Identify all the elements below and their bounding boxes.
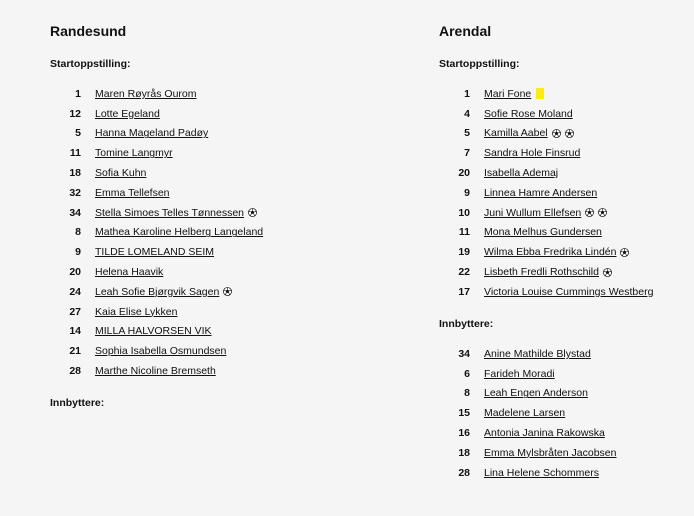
player-number: 34 bbox=[69, 206, 81, 219]
football-icon bbox=[620, 248, 629, 257]
player-number: 9 bbox=[75, 246, 81, 259]
player-name-link[interactable]: Kamilla Aabel bbox=[484, 127, 548, 140]
player-row bbox=[50, 223, 310, 243]
player-number: 18 bbox=[458, 446, 470, 459]
player-row bbox=[50, 322, 310, 342]
away-team-panel bbox=[439, 22, 689, 479]
player-name-link[interactable]: Farideh Moradi bbox=[484, 367, 555, 380]
player-name-link[interactable]: Emma Tellefsen bbox=[95, 186, 170, 199]
player-row bbox=[439, 183, 694, 203]
player-row bbox=[439, 203, 694, 223]
away-subs-list bbox=[439, 344, 694, 483]
player-number: 22 bbox=[458, 266, 470, 279]
home-lineup-list bbox=[50, 84, 310, 381]
player-row bbox=[439, 143, 694, 163]
player-number: 28 bbox=[458, 466, 470, 479]
player-name-link[interactable]: Isabella Ademaj bbox=[484, 167, 559, 180]
player-name-link[interactable]: Linnea Hamre Andersen bbox=[484, 186, 598, 199]
player-number: 7 bbox=[464, 147, 470, 160]
player-number: 16 bbox=[458, 427, 470, 440]
player-row bbox=[50, 282, 310, 302]
player-row bbox=[439, 463, 694, 483]
player-name-link[interactable]: Emma Mylsbråten Jacobsen bbox=[484, 446, 617, 459]
home-team-name: Randesund bbox=[50, 23, 127, 39]
player-name-link[interactable]: Mathea Karoline Helberg Langeland bbox=[95, 226, 264, 239]
player-name-link[interactable]: Marthe Nicoline Bremseth bbox=[95, 365, 216, 378]
player-row bbox=[439, 423, 694, 443]
player-row bbox=[439, 384, 694, 404]
player-name-link[interactable]: Tomine Langmyr bbox=[95, 147, 173, 160]
player-name-link[interactable]: Lotte Egeland bbox=[95, 107, 160, 120]
player-number: 34 bbox=[458, 347, 470, 360]
player-row bbox=[439, 163, 694, 183]
football-icon bbox=[223, 287, 232, 296]
player-row bbox=[439, 242, 694, 262]
player-number: 9 bbox=[464, 186, 470, 199]
away-team-name: Arendal bbox=[439, 23, 492, 39]
home-lineup-heading: Startoppstilling: bbox=[50, 58, 131, 70]
football-icon bbox=[598, 208, 607, 217]
player-row bbox=[439, 364, 694, 384]
player-number: 24 bbox=[69, 285, 81, 298]
player-row bbox=[50, 183, 310, 203]
player-row bbox=[50, 163, 310, 183]
player-row bbox=[439, 403, 694, 423]
player-name-link[interactable]: Juni Wullum Ellefsen bbox=[484, 206, 582, 219]
yellow-card-icon bbox=[536, 88, 544, 99]
football-icon bbox=[248, 208, 257, 217]
player-name-link[interactable]: Anine Mathilde Blystad bbox=[484, 347, 591, 360]
home-team-panel bbox=[50, 22, 300, 409]
player-row bbox=[439, 104, 694, 124]
player-number: 5 bbox=[75, 127, 81, 140]
player-row bbox=[50, 361, 310, 381]
player-number: 8 bbox=[464, 387, 470, 400]
player-row bbox=[439, 223, 694, 243]
player-name-link[interactable]: Sandra Hole Finsrud bbox=[484, 147, 581, 160]
player-row bbox=[50, 143, 310, 163]
player-number: 11 bbox=[458, 226, 470, 239]
player-row bbox=[50, 84, 310, 104]
football-icon bbox=[603, 268, 612, 277]
player-name-link[interactable]: MILLA HALVORSEN VIK bbox=[95, 325, 212, 338]
player-number: 14 bbox=[69, 325, 81, 338]
player-number: 12 bbox=[69, 107, 81, 120]
player-row bbox=[50, 242, 310, 262]
football-icon bbox=[565, 129, 574, 138]
player-number: 18 bbox=[69, 167, 81, 180]
away-lineup-heading: Startoppstilling: bbox=[439, 58, 520, 70]
football-icon bbox=[552, 129, 561, 138]
player-name-link[interactable]: Madelene Larsen bbox=[484, 407, 566, 420]
player-name-link[interactable]: Maren Røyrås Ourom bbox=[95, 87, 197, 100]
player-number: 10 bbox=[458, 206, 470, 219]
player-name-link[interactable]: Antonia Janina Rakowska bbox=[484, 427, 605, 440]
player-number: 1 bbox=[75, 87, 81, 100]
player-number: 27 bbox=[69, 305, 81, 318]
player-number: 32 bbox=[69, 186, 81, 199]
player-name-link[interactable]: Sophia Isabella Osmundsen bbox=[95, 345, 227, 358]
player-number: 17 bbox=[458, 285, 470, 298]
player-row bbox=[50, 104, 310, 124]
home-subs-heading: Innbyttere: bbox=[50, 397, 105, 409]
player-number: 5 bbox=[464, 127, 470, 140]
player-number: 6 bbox=[464, 367, 470, 380]
player-row bbox=[439, 282, 694, 302]
player-number: 19 bbox=[458, 246, 470, 259]
player-name-link[interactable]: Wilma Ebba Fredrika Lindén bbox=[484, 246, 617, 259]
player-name-link[interactable]: Sofia Kuhn bbox=[95, 167, 147, 180]
player-name-link[interactable]: Kaia Elise Lykken bbox=[95, 305, 178, 318]
player-number: 8 bbox=[75, 226, 81, 239]
player-name-link[interactable]: TILDE LOMELAND SEIM bbox=[95, 246, 215, 259]
player-row bbox=[439, 262, 694, 282]
player-row bbox=[439, 443, 694, 463]
player-name-link[interactable]: Victoria Louise Cummings Westberg bbox=[484, 285, 654, 298]
player-row bbox=[439, 344, 694, 364]
player-row bbox=[439, 84, 694, 104]
player-name-link[interactable]: Mona Melhus Gundersen bbox=[484, 226, 602, 239]
player-name-link[interactable]: Hanna Mageland Padøy bbox=[95, 127, 209, 140]
player-number: 1 bbox=[464, 87, 470, 100]
away-subs-heading: Innbyttere: bbox=[439, 318, 494, 330]
player-row bbox=[50, 203, 310, 223]
player-name-link[interactable]: Leah Sofie Bjørgvik Sagen bbox=[95, 285, 220, 298]
player-row bbox=[50, 341, 310, 361]
player-name-link[interactable]: Stella Simoes Telles Tønnessen bbox=[95, 206, 245, 219]
player-name-link[interactable]: Mari Fone bbox=[484, 87, 532, 100]
player-name-link[interactable]: Helena Haavik bbox=[95, 266, 164, 279]
player-number: 4 bbox=[464, 107, 470, 120]
player-row bbox=[439, 124, 694, 144]
player-number: 20 bbox=[458, 167, 470, 180]
player-name-link[interactable]: Sofie Rose Moland bbox=[484, 107, 573, 120]
player-row bbox=[50, 124, 310, 144]
player-number: 28 bbox=[69, 365, 81, 378]
player-name-link[interactable]: Lisbeth Fredli Rothschild bbox=[484, 266, 599, 279]
player-row bbox=[50, 302, 310, 322]
player-number: 15 bbox=[458, 407, 470, 420]
player-row bbox=[50, 262, 310, 282]
away-lineup-list bbox=[439, 84, 694, 302]
player-number: 11 bbox=[69, 147, 81, 160]
player-number: 21 bbox=[69, 345, 81, 358]
player-number: 20 bbox=[69, 266, 81, 279]
player-name-link[interactable]: Leah Engen Anderson bbox=[484, 387, 588, 400]
football-icon bbox=[585, 208, 594, 217]
player-name-link[interactable]: Lina Helene Schommers bbox=[484, 466, 599, 479]
